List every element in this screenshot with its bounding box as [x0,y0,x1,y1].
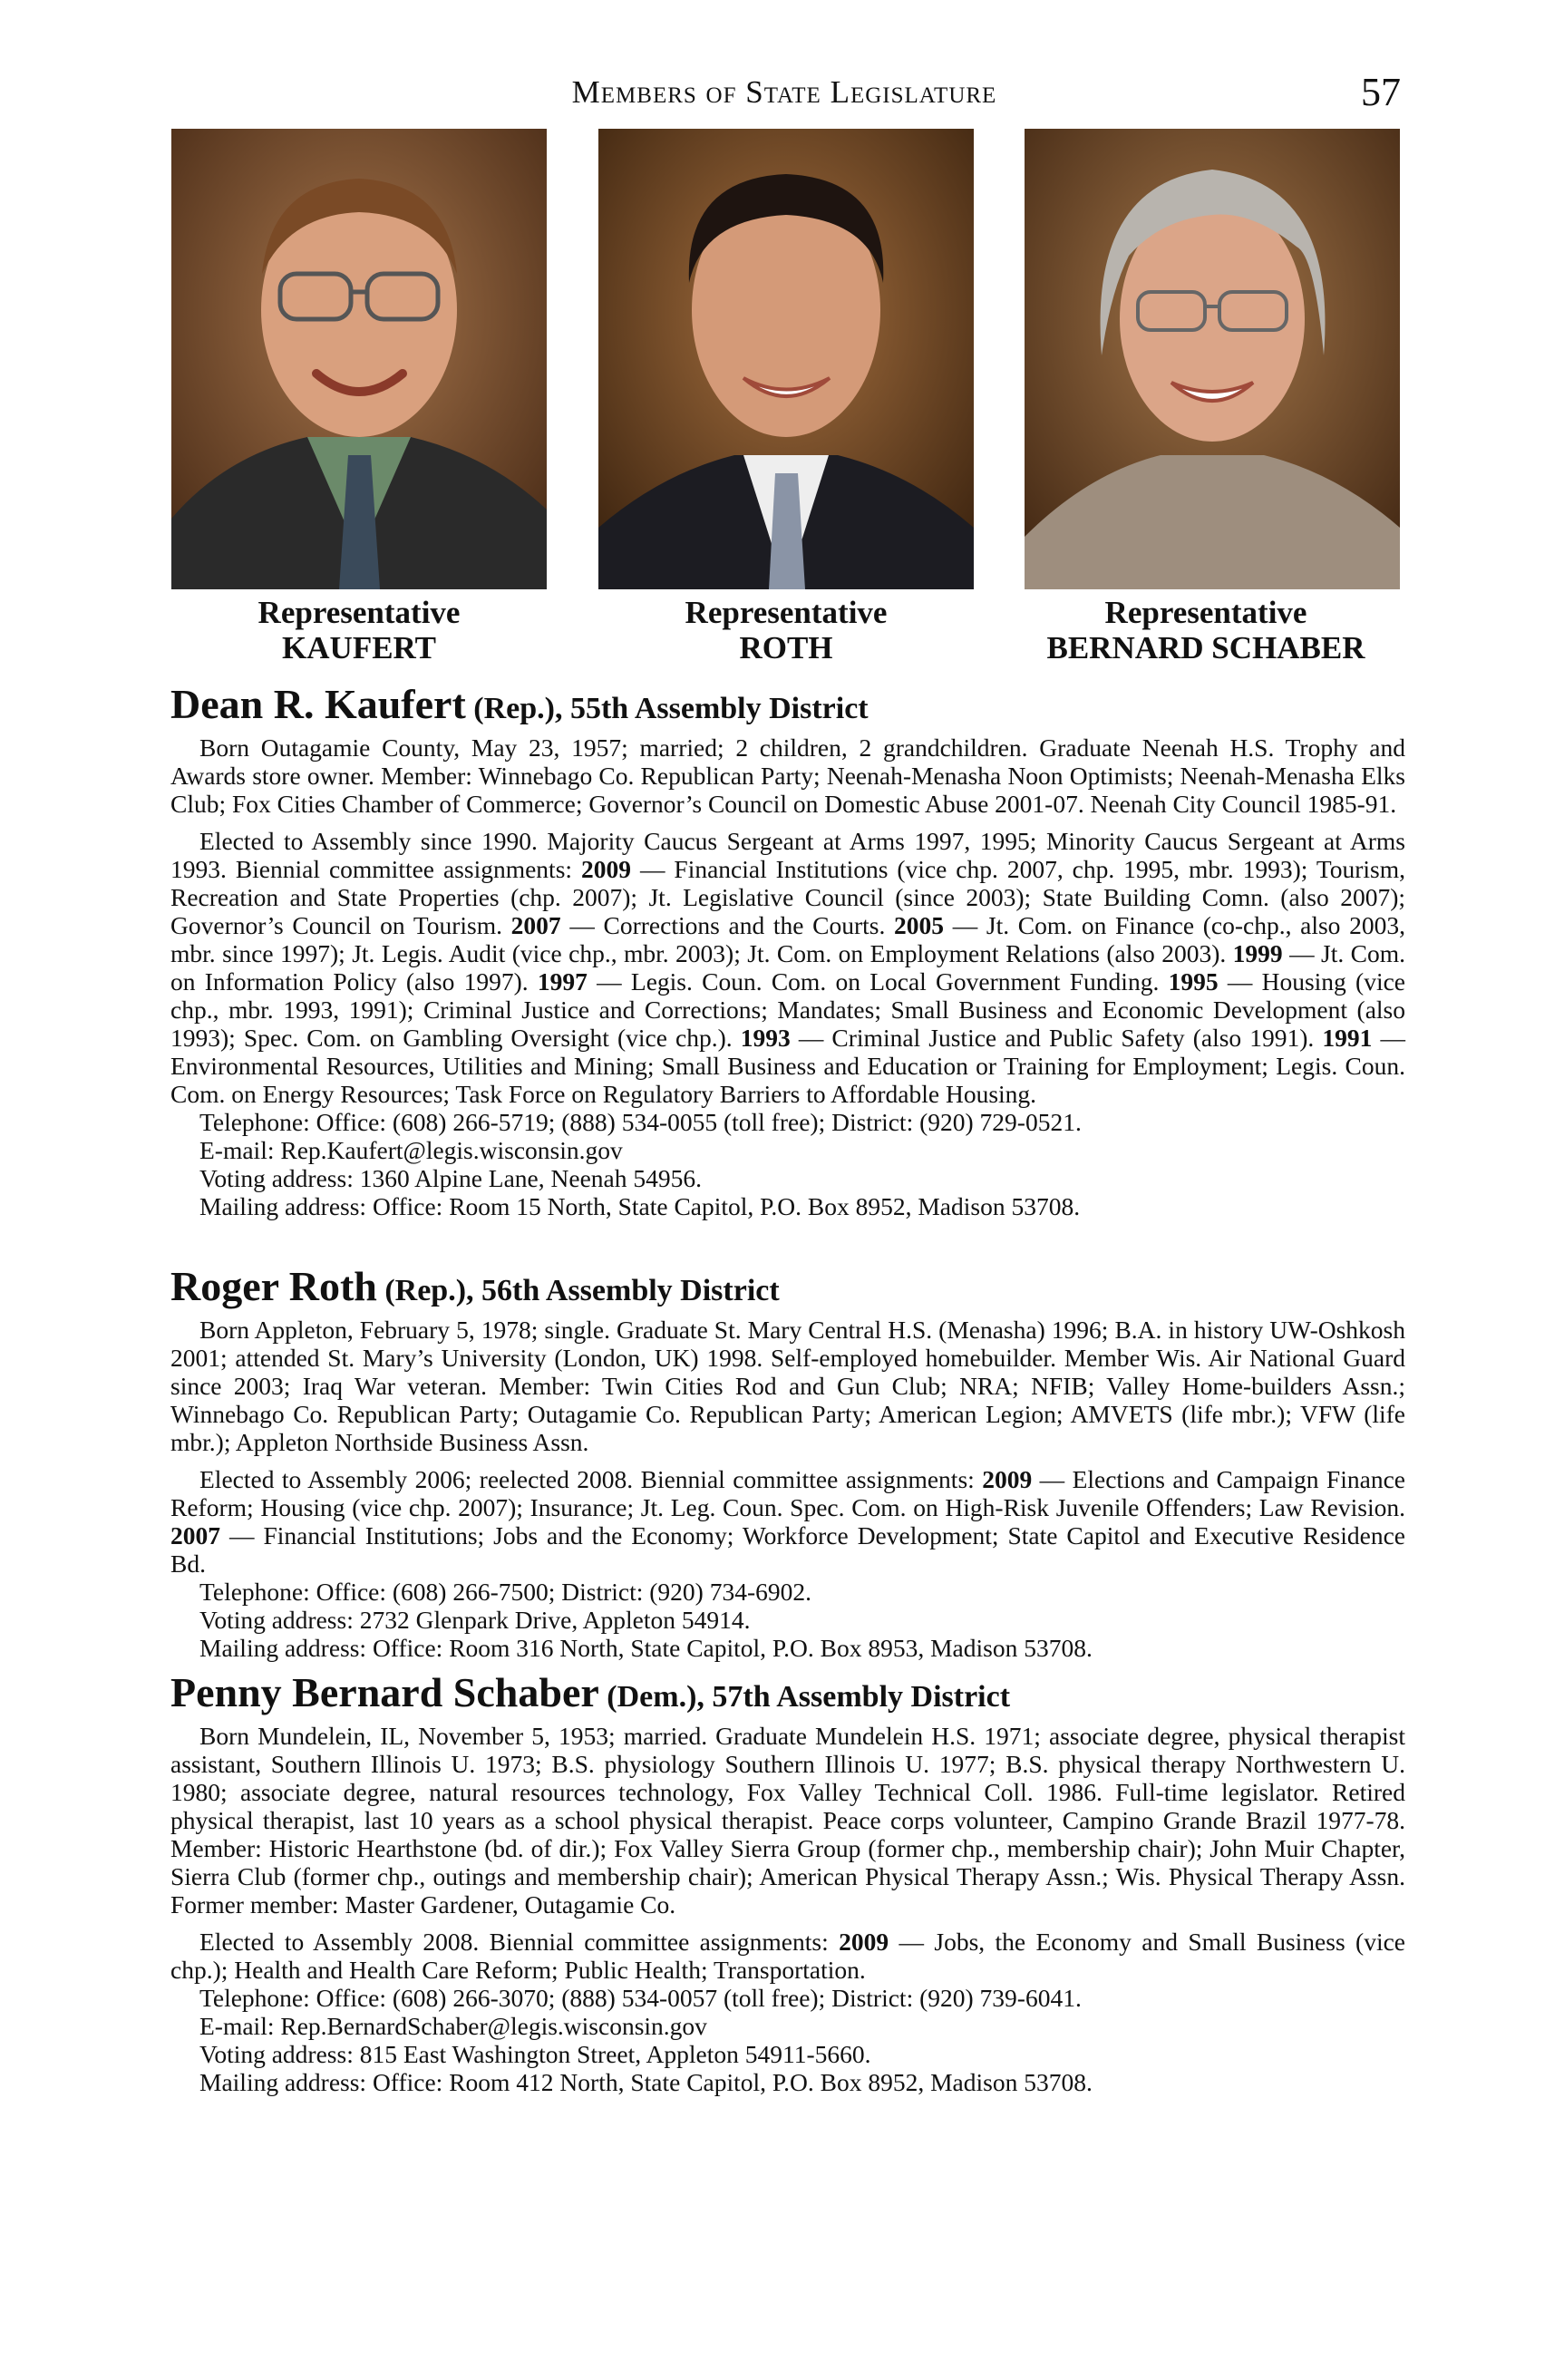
member-name: Penny Bernard Schaber [170,1669,599,1715]
bio-voting-address: Voting address: 815 East Washington Street, Appleton 54911-5660. [199,2040,871,2068]
bio-career: Elected to Assembly since 1990. Majority Caucus Sergeant at Arms 1997, 1995; Minority Caucus Sergeant at Arms 1993. Biennial committee assignments: 2009 — Financial Institutions (vice chp. 2007, chp. 1995, mbr. 1993); Tourism, Recreation and State Properties (chp. 2007); Jt. Legislative Council (since 2003); State Building Comn. (also 2007); Governor’s Council on Tourism. 2007 — Corrections and the Courts. 2005 — Jt. Com. on Finance (co-chp., also 2003, mbr. since 1997); Jt. Legis. Audit (vice chp., mbr. 2003); Jt. Com. on Employment Relations (also 2003). 1999 — Jt. Com. on Information Policy (also 1997). 1997 — Legis. Coun. Com. on Local Government Funding. 1995 — Housing (vice chp., mbr. 1993, 1991); Criminal Justice and Corrections; Mandates; Small Business and Economic Development (also 1993); Spec. Com. on Gambling Oversight (vice chp.). 1993 — Criminal Justice and Public Safety (also 1991). 1991 — Environmental Resources, Utilities and Mining; Small Business and Education or Training for Employment; Legis. Coun. Com. on Energy Resources; Task Force on Regulatory Barriers to Affordable Housing. [170,827,1405,1108]
bio-career: Elected to Assembly 2006; reelected 2008. Biennial committee assignments: 2009 — Elections and Campaign Finance Reform; Housing (vice chp. 2007); Insurance; Jt. Leg. Coun. Spec. Com. on High-Risk Juvenile Offenders; Law Revision. 2007 — Financial Institutions; Jobs and the Economy; Workforce Development; State Capitol and Executive Residence Bd. [170,1465,1405,1578]
bio-heading [170,681,1405,728]
bio-telephone: Telephone: Office: (608) 266-7500; District: (920) 734-6902. [199,1578,811,1606]
bio-voting-address: Voting address: 2732 Glenpark Drive, Appleton 54914. [199,1606,751,1634]
bio-personal: Born Mundelein, IL, November 5, 1953; married. Graduate Mundelein H.S. 1971; associate degree, physical therapist assistant, Southern Illinois U. 1973; B.S. physiology Southern Illinois U. 1977; B.S. physical therapy Northwestern U. 1980; associate degree, natural resources technology, Fox Valley Technical Coll. 1986. Full-time legislator. Retired physical therapist, last 10 years as a school physical therapist. Peace corps volunteer, Campino Grande Brazil 1977-78. Member: Historic Hearthstone (bd. of dir.); Fox Valley Sierra Group (former chp., membership chair); John Muir Chapter, Sierra Club (former chp., outings and membership chair); American Physical Therapy Assn.; Wis. Physical Therapy Assn. Former member: Master Gardener, Outagamie Co. [170,1722,1405,1919]
bio-email: E-mail: Rep.Kaufert@legis.wisconsin.gov [199,1136,623,1164]
bio-heading [170,1263,1405,1310]
caption-role: Representative [257,595,461,630]
bio-kaufert [170,681,1405,1220]
bio-voting-address: Voting address: 1360 Alpine Lane, Neenah 54956. [199,1164,702,1192]
bio-telephone: Telephone: Office: (608) 266-3070; (888) 534-0057 (toll free); District: (920) 739-6041. [199,1984,1082,2012]
member-name: Roger Roth [170,1263,377,1309]
caption-role: Representative [685,595,888,630]
bio-bernard-schaber [170,1669,1405,2096]
portrait-caption-roth [550,595,1022,665]
portrait-kaufert [171,129,547,589]
bio-roth [170,1263,1405,1662]
portrait-bernard-schaber [1025,129,1400,589]
bio-mailing-address: Mailing address: Office: Room 316 North, State Capitol, P.O. Box 8953, Madison 53708. [199,1634,1093,1662]
page-header [168,70,1401,129]
caption-surname: ROTH [739,630,833,665]
bio-personal: Born Outagamie County, May 23, 1957; married; 2 children, 2 grandchildren. Graduate Neenah H.S. Trophy and Awards store owner. Member: Winnebago Co. Republican Party; Neenah-Menasha Noon Optimists; Neenah-Menasha Elks Club; Fox Cities Chamber of Commerce; Governor’s Council on Domestic Abuse 2001-07. Neenah City Council 1985-91. [170,733,1405,818]
party-district: (Dem.), 57th Assembly District [598,1680,1011,1714]
bio-mailing-address: Mailing address: Office: Room 15 North, State Capitol, P.O. Box 8952, Madison 53708. [199,1192,1081,1220]
bio-email: E-mail: Rep.BernardSchaber@legis.wisconsin.gov [199,2012,707,2040]
page-number: 57 [1361,70,1401,114]
party-district: (Rep.), 56th Assembly District [376,1274,780,1307]
caption-surname: BERNARD SCHABER [1046,630,1365,665]
party-district: (Rep.), 55th Assembly District [465,692,869,725]
caption-surname: KAUFERT [282,630,436,665]
bio-career: Elected to Assembly 2008. Biennial committee assignments: 2009 — Jobs, the Economy and Small Business (vice chp.); Health and Health Care Reform; Public Health; Transportation. [170,1928,1405,1984]
member-name: Dean R. Kaufert [170,681,466,727]
bio-mailing-address: Mailing address: Office: Room 412 North, State Capitol, P.O. Box 8952, Madison 53708. [199,2068,1093,2096]
running-title: Members of State Legislature [571,74,997,110]
bio-personal: Born Appleton, February 5, 1978; single. Graduate St. Mary Central H.S. (Menasha) 1996; B.A. in history UW-Oshkosh 2001; attended St. Mary’s University (London, UK) 1998. Self-employed homebuilder. Member Wis. Air National Guard since 2003; Iraq War veteran. Member: Twin Cities Rod and Gun Club; NRA; NFIB; Valley Home-builders Assn.; Winnebago Co. Republican Party; Outagamie Co. Republican Party; American Legion; AMVETS (life mbr.); VFW (life mbr.); Appleton Northside Business Assn. [170,1316,1405,1456]
bio-telephone: Telephone: Office: (608) 266-5719; (888) 534-0055 (toll free); District: (920) 729-0521. [199,1108,1082,1136]
caption-role: Representative [1104,595,1307,630]
portrait-caption-bernard-schaber [970,595,1442,665]
bio-heading [170,1669,1405,1716]
portrait-roth [598,129,974,589]
portrait-caption-kaufert [123,595,595,665]
